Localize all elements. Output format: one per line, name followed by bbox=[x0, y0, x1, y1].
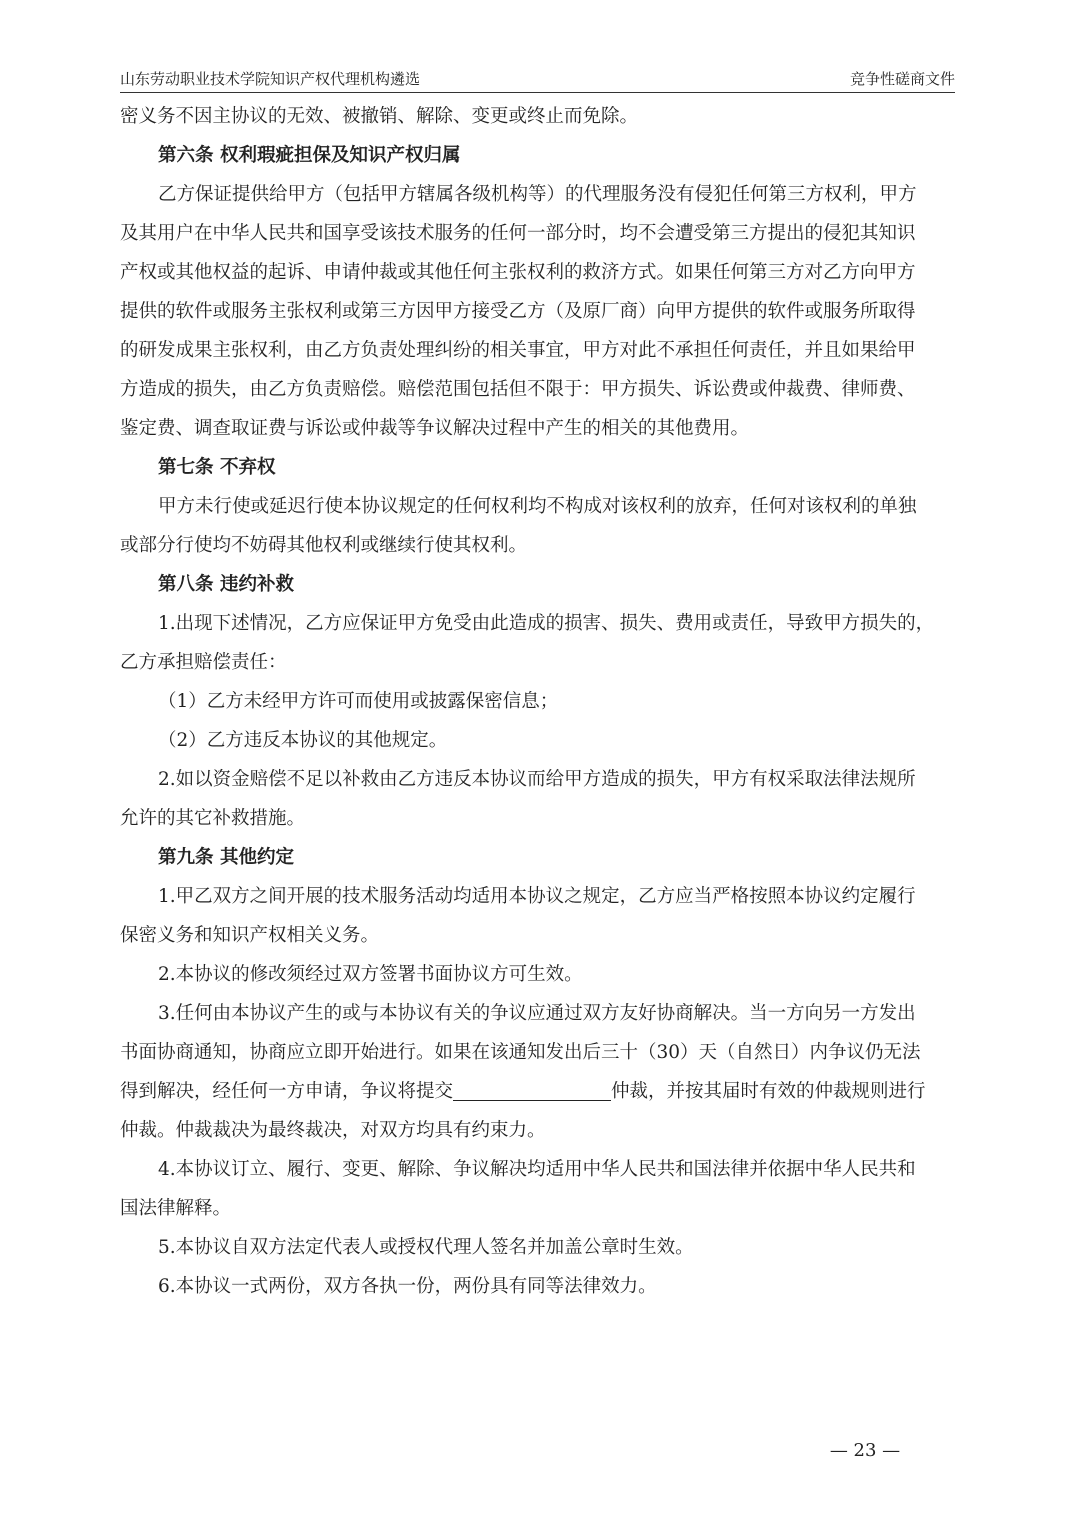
paragraph-line: 提供的软件或服务主张权利或第三方因甲方接受乙方（及原厂商）向甲方提供的软件或服务所取得 bbox=[120, 301, 916, 322]
list-item: （1）乙方未经甲方许可而使用或披露保密信息； bbox=[158, 691, 559, 712]
line-text-after-blank: 仲裁，并按其届时有效的仲裁规则进行 bbox=[611, 1081, 926, 1102]
paragraph-line: 3.任何由本协议产生的或与本协议有关的争议应通过双方友好协商解决。当一方向另一方发出 bbox=[158, 1003, 916, 1024]
paragraph-line: 1.出现下述情况，乙方应保证甲方免受由此造成的损害、损失、费用或责任，导致甲方损失的， bbox=[158, 613, 935, 634]
paragraph-line: 5.本协议自双方法定代表人或授权代理人签名并加盖公章时生效。 bbox=[158, 1237, 694, 1258]
paragraph-line: 保密义务和知识产权相关义务。 bbox=[120, 925, 380, 946]
paragraph-line: 产权或其他权益的起诉、申请仲裁或其他任何主张权利的救济方式。如果任何第三方对乙方向甲方 bbox=[120, 262, 916, 283]
paragraph-line-with-blank bbox=[120, 1072, 970, 1111]
paragraph-line: 密义务不因主协议的无效、被撤销、解除、变更或终止而免除。 bbox=[120, 106, 639, 127]
document-body bbox=[120, 97, 970, 1306]
paragraph-line: 2.如以资金赔偿不足以补救由乙方违反本协议而给甲方造成的损失，甲方有权采取法律法规所 bbox=[158, 769, 916, 790]
paragraph-line: 2.本协议的修改须经过双方签署书面协议方可生效。 bbox=[158, 964, 583, 985]
article-7-heading: 第七条 不弃权 bbox=[158, 457, 276, 478]
paragraph-line: 4.本协议订立、履行、变更、解除、争议解决均适用中华人民共和国法律并依据中华人民共和 bbox=[158, 1159, 916, 1180]
header-title: 山东劳动职业技术学院知识产权代理机构遴选 bbox=[120, 70, 421, 88]
header-doc-type: 竞争性磋商文件 bbox=[849, 70, 955, 88]
paragraph-line: 允许的其它补救措施。 bbox=[120, 808, 306, 829]
paragraph-line: 甲方未行使或延迟行使本协议规定的任何权利均不构成对该权利的放弃，任何对该权利的单独 bbox=[158, 496, 917, 517]
list-item: （2）乙方违反本协议的其他规定。 bbox=[158, 730, 448, 751]
line-text-before-blank: 得到解决，经任何一方申请，争议将提交 bbox=[120, 1081, 454, 1102]
paragraph-line: 书面协商通知，协商应立即开始进行。如果在该通知发出后三十（30）天（自然日）内争议仍无法 bbox=[120, 1042, 921, 1063]
page-header bbox=[120, 70, 955, 93]
paragraph-line: 国法律解释。 bbox=[120, 1198, 232, 1219]
paragraph-line: 6.本协议一式两份，双方各执一份，两份具有同等法律效力。 bbox=[158, 1276, 657, 1297]
paragraph-line: 仲裁。仲裁裁决为最终裁决，对双方均具有约束力。 bbox=[120, 1120, 546, 1141]
page-number: — 23 — bbox=[829, 1440, 901, 1461]
paragraph-line: 乙方承担赔偿责任： bbox=[120, 652, 287, 673]
paragraph-line: 的研发成果主张权利，由乙方负责处理纠纷的相关事宜，甲方对此不承担任何责任，并且如果给甲 bbox=[120, 340, 916, 361]
article-8-heading: 第八条 违约补救 bbox=[158, 574, 294, 595]
paragraph-line: 或部分行使均不妨碍其他权利或继续行使其权利。 bbox=[120, 535, 528, 556]
paragraph-line: 1.甲乙双方之间开展的技术服务活动均适用本协议之规定，乙方应当严格按照本协议约定履行 bbox=[158, 886, 916, 907]
arbitration-institution-blank[interactable] bbox=[453, 1078, 611, 1101]
paragraph-line: 乙方保证提供给甲方（包括甲方辖属各级机构等）的代理服务没有侵犯任何第三方权利，甲方 bbox=[158, 184, 917, 205]
article-9-heading: 第九条 其他约定 bbox=[158, 847, 294, 868]
paragraph-line: 鉴定费、调查取证费与诉讼或仲裁等争议解决过程中产生的相关的其他费用。 bbox=[120, 418, 750, 439]
article-6-heading: 第六条 权利瑕疵担保及知识产权归属 bbox=[158, 145, 461, 166]
paragraph-line: 及其用户在中华人民共和国享受该技术服务的任何一部分时，均不会遭受第三方提出的侵犯其知识 bbox=[120, 223, 916, 244]
paragraph-line: 方造成的损失，由乙方负责赔偿。赔偿范围包括但不限于：甲方损失、诉讼费或仲裁费、律师费、 bbox=[120, 379, 916, 400]
